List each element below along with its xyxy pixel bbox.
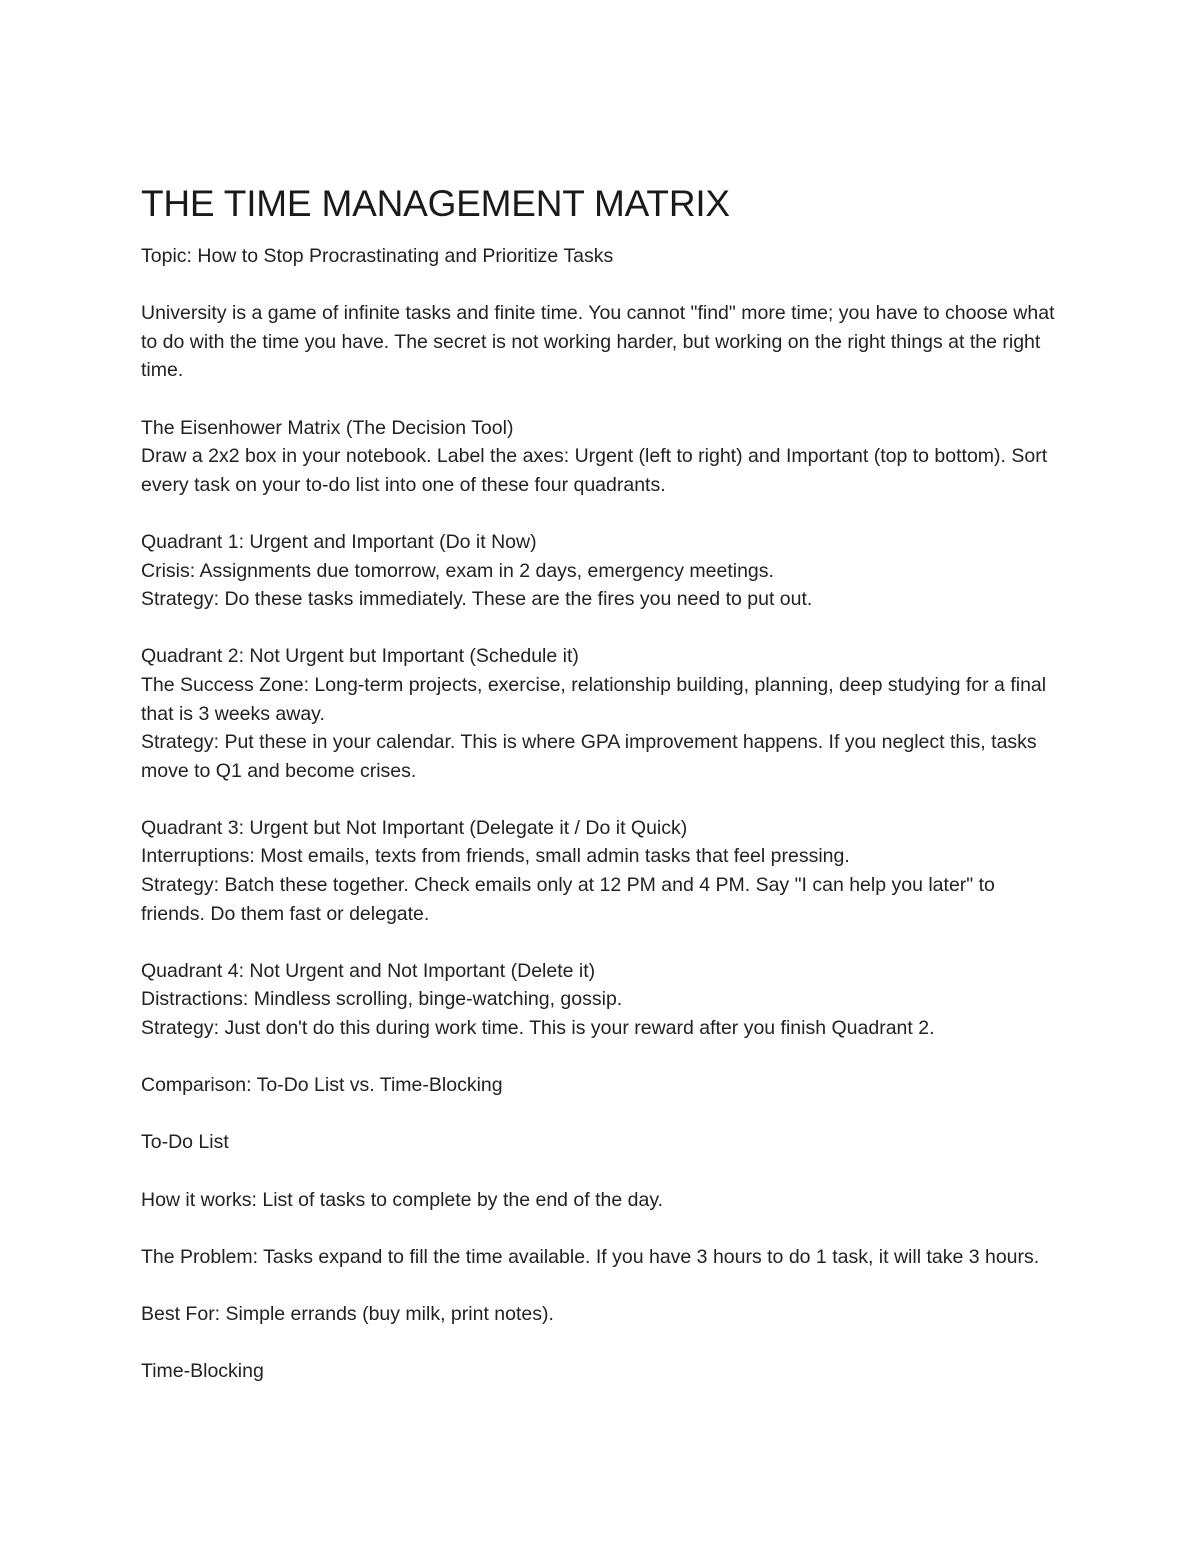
spacer	[141, 1100, 1061, 1129]
todo-list-label: To-Do List	[141, 1131, 229, 1154]
quadrant-1-strategy: Strategy: Do these tasks immediately. These are the fires you need to put out.	[141, 588, 813, 611]
quadrant-2-category: The Success Zone: Long-term projects, exercise, relationship building, planning, deep studying for a final that is 3 weeks away.	[141, 673, 1047, 725]
eisenhower-body: Draw a 2x2 box in your notebook. Label the axes: Urgent (left to right) and Important (top to bottom). Sort every task on your to-do list into one of these four quadrants.	[141, 445, 1048, 496]
spacer	[141, 928, 1061, 957]
time-blocking-label: Time-Blocking	[141, 1360, 264, 1383]
todo-best-for: Best For: Simple errands (buy milk, print notes).	[141, 1302, 554, 1325]
document-body	[141, 178, 1061, 1386]
quadrant-4-heading: Quadrant 4: Not Urgent and Not Important (Delete it)	[141, 959, 596, 982]
topic-line: Topic: How to Stop Procrastinating and Prioritize Tasks	[141, 245, 614, 267]
spacer	[141, 1214, 1061, 1243]
todo-how-it-works: How it works: List of tasks to complete by the end of the day.	[141, 1188, 664, 1211]
spacer	[141, 1271, 1061, 1300]
spacer	[141, 1043, 1061, 1072]
quadrant-2-strategy: Strategy: Put these in your calendar. This is where GPA improvement happens. If you neglect this, tasks move to Q1 and become crises.	[141, 731, 1037, 782]
quadrant-2-heading: Quadrant 2: Not Urgent but Important (Schedule it)	[141, 645, 579, 668]
spacer	[141, 385, 1061, 414]
quadrant-3-strategy: Strategy: Batch these together. Check emails only at 12 PM and 4 PM. Say "I can help you later" to friends. Do them fast or delegate.	[141, 874, 995, 925]
quadrant-4-strategy: Strategy: Just don't do this during work time. This is your reward after you finish Quadrant 2.	[141, 1017, 935, 1040]
spacer	[141, 1329, 1061, 1358]
spacer	[141, 785, 1061, 814]
spacer	[141, 271, 1061, 300]
intro-paragraph: University is a game of infinite tasks and finite time. You cannot "find" more time; you have to choose what to do with the time you have. The secret is not working harder, but working on the right things at the right time.	[141, 302, 1055, 382]
quadrant-1-heading: Quadrant 1: Urgent and Important (Do it Now)	[141, 530, 537, 553]
quadrant-1-category: Crisis: Assignments due tomorrow, exam in 2 days, emergency meetings.	[141, 559, 774, 582]
todo-problem: The Problem: Tasks expand to fill the time available. If you have 3 hours to do 1 task, it will take 3 hours.	[141, 1245, 1040, 1268]
quadrant-4-category: Distractions: Mindless scrolling, binge-watching, gossip.	[141, 988, 623, 1011]
comparison-heading: Comparison: To-Do List vs. Time-Blocking	[141, 1074, 503, 1097]
quadrant-3-heading: Quadrant 3: Urgent but Not Important (Delegate it / Do it Quick)	[141, 816, 688, 839]
eisenhower-heading: The Eisenhower Matrix (The Decision Tool)	[141, 416, 514, 439]
document-title: THE TIME MANAGEMENT MATRIX	[141, 183, 730, 224]
quadrant-3-category: Interruptions: Most emails, texts from friends, small admin tasks that feel pressing.	[141, 845, 850, 868]
spacer	[141, 1157, 1061, 1186]
spacer	[141, 499, 1061, 528]
spacer	[141, 614, 1061, 643]
